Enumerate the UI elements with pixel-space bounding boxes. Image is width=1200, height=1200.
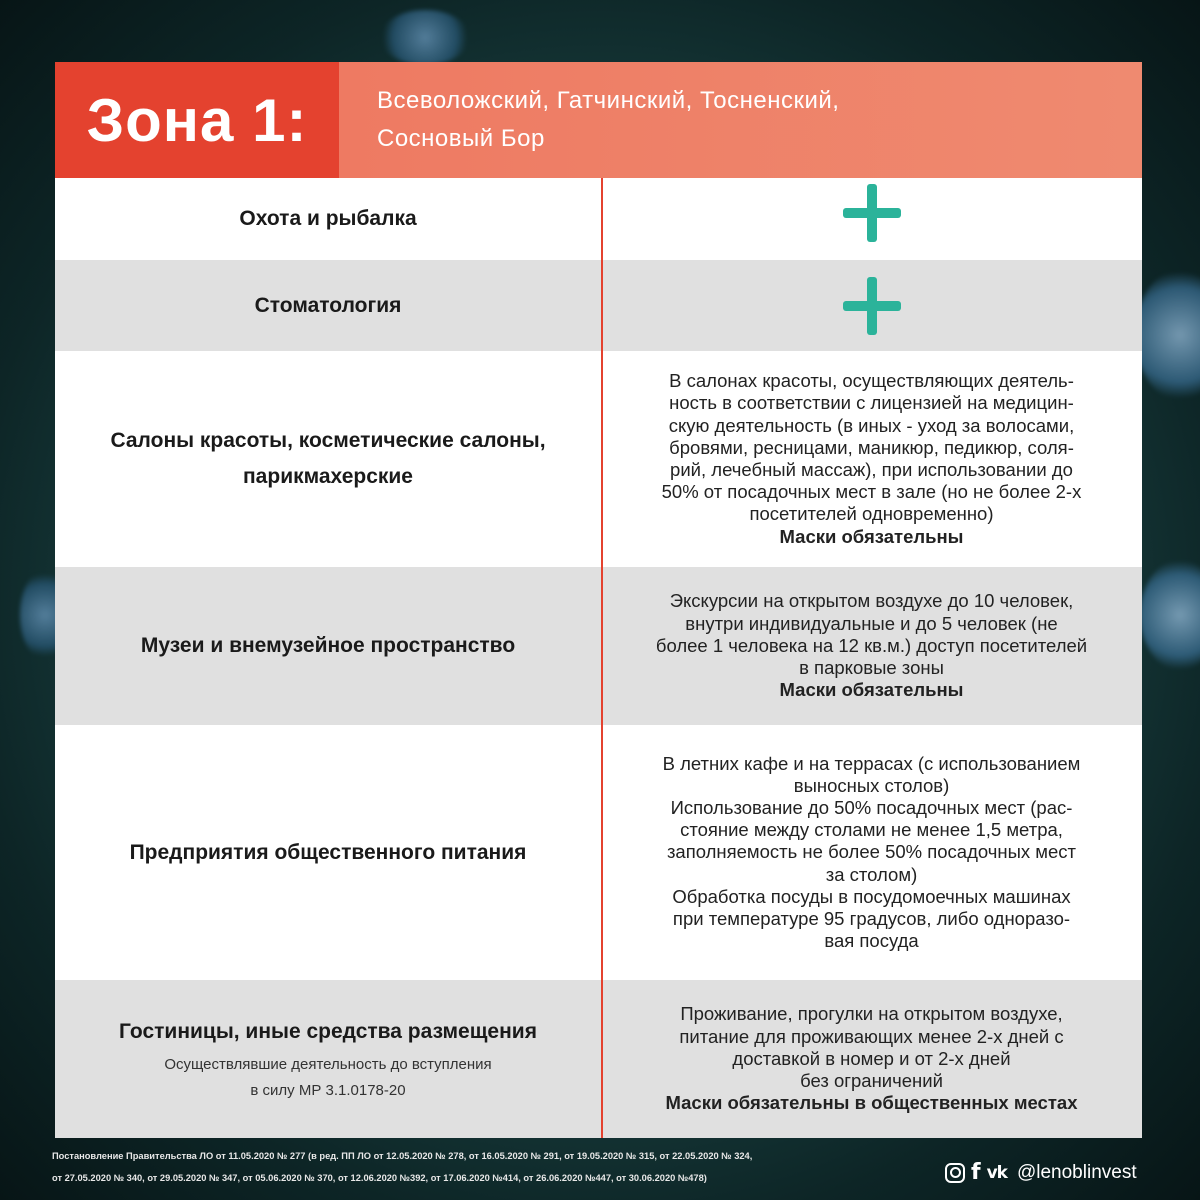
category-cell — [55, 725, 601, 980]
vk-icon[interactable]: vk — [986, 1162, 1007, 1183]
mask-note: Маски обязательны — [779, 679, 964, 701]
rule-line: за столом) — [825, 863, 918, 885]
rules-cell — [601, 980, 1142, 1138]
table-row — [55, 260, 1142, 351]
instagram-icon[interactable] — [945, 1163, 965, 1183]
rule-line: Проживание, прогулки на открытом воздухе, — [680, 1003, 1063, 1025]
rule-line: ность в соответствии с лицензией на медицин- — [669, 392, 1074, 414]
rule-line: без ограничений — [800, 1070, 943, 1092]
background-decoration — [380, 10, 470, 65]
rule-line: более 1 человека на 12 кв.м.) доступ посетителей — [655, 634, 1088, 656]
rule-line: бровями, ресницами, маникюр, педикюр, соля- — [669, 436, 1074, 458]
column-divider — [601, 178, 603, 1138]
rule-line: питание для проживающих менее 2-х дней с — [679, 1025, 1064, 1047]
rule-line: вая посуда — [824, 930, 919, 952]
facebook-icon[interactable]: f — [971, 1160, 981, 1185]
category-title: парикмахерские — [243, 465, 413, 488]
plus-icon — [843, 184, 901, 242]
rules-cell — [601, 725, 1142, 980]
background-decoration — [1135, 270, 1200, 400]
rule-line: посетителей одновременно) — [749, 503, 994, 525]
rule-line: Использование до 50% посадочных мест (рас- — [670, 796, 1073, 818]
rule-line: Экскурсии на открытом воздухе до 10 человек, — [669, 590, 1074, 612]
mask-note: Маски обязательны в общественных местах — [665, 1092, 1078, 1114]
rule-line: заполняемость не более 50% посадочных мест — [666, 841, 1077, 863]
background-decoration — [1140, 560, 1200, 670]
category-title: Охота и рыбалка — [239, 207, 417, 230]
table-row — [55, 178, 1142, 260]
districts-line: Всеволожский, Гатчинский, Тосненский, — [377, 87, 840, 114]
table-row — [55, 351, 1142, 567]
districts-list — [339, 62, 1142, 178]
zone-label: Зона 1: — [55, 62, 339, 178]
status-cell — [601, 178, 1142, 260]
rule-line: стояние между столами не менее 1,5 метра, — [680, 819, 1063, 841]
rule-line: В салонах красоты, осуществляющих деятель- — [669, 370, 1074, 392]
plus-icon — [843, 277, 901, 335]
header — [55, 62, 1142, 178]
category-cell — [55, 260, 601, 351]
districts-line: Сосновый Бор — [377, 125, 545, 152]
social-handle[interactable]: @lenoblinvest — [1016, 1161, 1137, 1183]
category-cell — [55, 351, 601, 567]
rule-line: скую деятельность (в иных - уход за волосами, — [668, 414, 1075, 436]
category-subtitle: Осуществлявшие деятельность до вступления — [164, 1056, 492, 1073]
rule-line: В летних кафе и на террасах (с использованием — [662, 752, 1081, 774]
rule-line: при температуре 95 градусов, либо одноразо- — [672, 908, 1071, 929]
category-title: Музеи и внемузейное пространство — [140, 634, 516, 657]
category-cell — [55, 567, 601, 725]
rule-line: внутри индивидуальные и до 5 человек (не — [685, 612, 1058, 634]
category-title: Гостиницы, иные средства размещения — [119, 1020, 537, 1043]
table-row — [55, 980, 1142, 1138]
rules-cell — [601, 567, 1142, 725]
category-cell — [55, 980, 601, 1138]
footnote-line: Постановление Правительства ЛО от 11.05.2020 № 277 (в ред. ПП ЛО от 12.05.2020 № 278, от 16.05.2020 № 291, от 19.05.2020 № 315, от 22.05.2020 № 324, — [52, 1151, 753, 1161]
table-row — [55, 567, 1142, 725]
rule-line: в парковые зоны — [799, 657, 944, 679]
category-title: Салоны красоты, косметические салоны, — [110, 429, 546, 452]
rule-line: 50% от посадочных мест в зале (но не более 2-х — [661, 481, 1082, 503]
rule-line: выносных столов) — [793, 774, 950, 796]
category-subtitle: в силу МР 3.1.0178-20 — [250, 1082, 406, 1099]
zone-rules-card — [55, 62, 1142, 1138]
category-title: Стоматология — [254, 293, 402, 317]
mask-note: Маски обязательны — [779, 525, 964, 547]
social-links — [945, 1160, 1137, 1185]
status-cell — [601, 260, 1142, 351]
rule-line: доставкой в номер и от 2-х дней — [732, 1047, 1011, 1069]
category-title: Предприятия общественного питания — [129, 840, 527, 864]
footnote-line: от 27.05.2020 № 340, от 29.05.2020 № 347, от 05.06.2020 № 370, от 12.06.2020 №392, от 17.06.2020 №414, от 26.06.2020 №447, от 30.06.2020 №478) — [52, 1173, 707, 1183]
rule-line: рий, лечебный массаж), при использовании до — [670, 459, 1073, 480]
category-cell — [55, 178, 601, 260]
rule-line: Обработка посуды в посудомоечных машинах — [672, 885, 1071, 907]
legal-footnote — [52, 1145, 932, 1189]
table-row — [55, 725, 1142, 980]
rules-cell — [601, 351, 1142, 567]
